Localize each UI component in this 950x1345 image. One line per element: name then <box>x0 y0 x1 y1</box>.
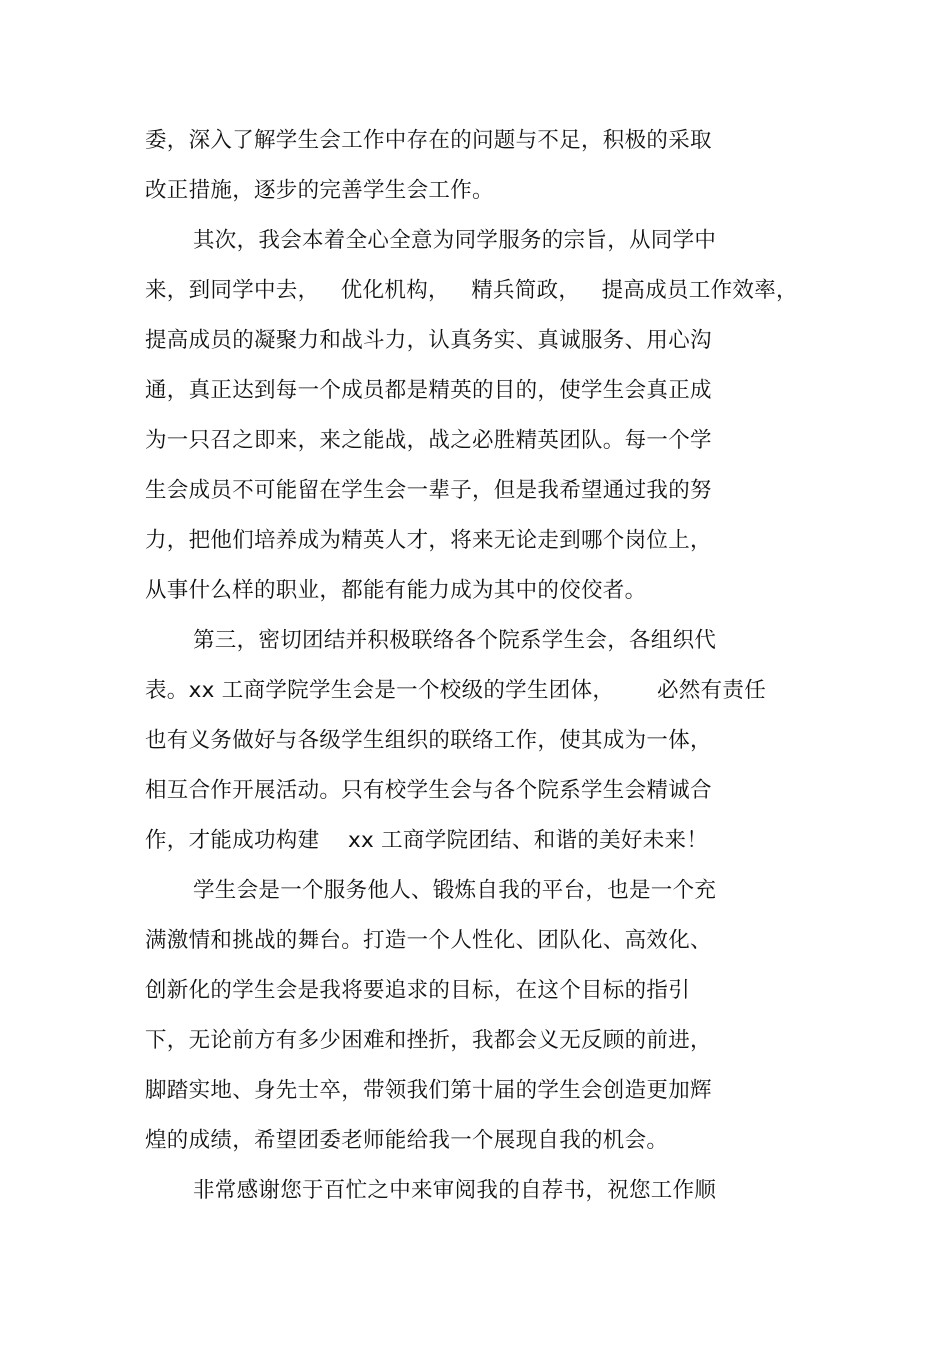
text-line: 脚踏实地、身先士卒，带领我们第十届的学生会创造更加辉 <box>145 1078 712 1103</box>
text-line: 作，才能成功构建 xx 工商学院团结、和谐的美好未来！ <box>145 828 709 853</box>
text-line: 也有义务做好与各级学生组织的联络工作，使其成为一体， <box>145 728 712 753</box>
text-line: 力，把他们培养成为精英人才，将来无论走到哪个岗位上， <box>145 528 712 553</box>
text-line: 煌的成绩，希望团委老师能给我一个展现自我的机会。 <box>145 1128 669 1153</box>
text-line: 改正措施，逐步的完善学生会工作。 <box>145 178 494 203</box>
text-line: 满激情和挑战的舞台。打造一个人性化、团队化、高效化、 <box>145 928 712 953</box>
text-line: 相互合作开展活动。只有校学生会与各个院系学生会精诚合 <box>145 778 712 803</box>
text-line: 委，深入了解学生会工作中存在的问题与不足，积极的采取 <box>145 128 712 153</box>
text-line: 来，到同学中去， 优化机构， 精兵简政， 提高成员工作效率， <box>145 278 798 303</box>
paragraph-start-line: 学生会是一个服务他人、锻炼自我的平台，也是一个充 <box>193 878 717 903</box>
text-line: 表。xx 工商学院学生会是一个校级的学生团体， 必然有责任 <box>145 678 766 703</box>
text-line: 从事什么样的职业，都能有能力成为其中的佼佼者。 <box>145 578 647 603</box>
paragraph-start-line: 其次，我会本着全心全意为同学服务的宗旨，从同学中 <box>193 228 717 253</box>
text-line: 生会成员不可能留在学生会一辈子，但是我希望通过我的努 <box>145 478 712 503</box>
text-line: 通，真正达到每一个成员都是精英的目的，使学生会真正成 <box>145 378 712 403</box>
text-line: 创新化的学生会是我将要追求的目标，在这个目标的指引 <box>145 978 691 1003</box>
text-line: 下，无论前方有多少困难和挫折，我都会义无反顾的前进， <box>145 1028 712 1053</box>
text-line: 提高成员的凝聚力和战斗力，认真务实、真诚服务、用心沟 <box>145 328 712 353</box>
paragraph-start-line: 第三，密切团结并积极联络各个院系学生会，各组织代 <box>193 628 717 653</box>
paragraph-start-line: 非常感谢您于百忙之中来审阅我的自荐书，祝您工作顺 <box>193 1178 717 1203</box>
text-line: 为一只召之即来，来之能战，战之必胜精英团队。每一个学 <box>145 428 712 453</box>
